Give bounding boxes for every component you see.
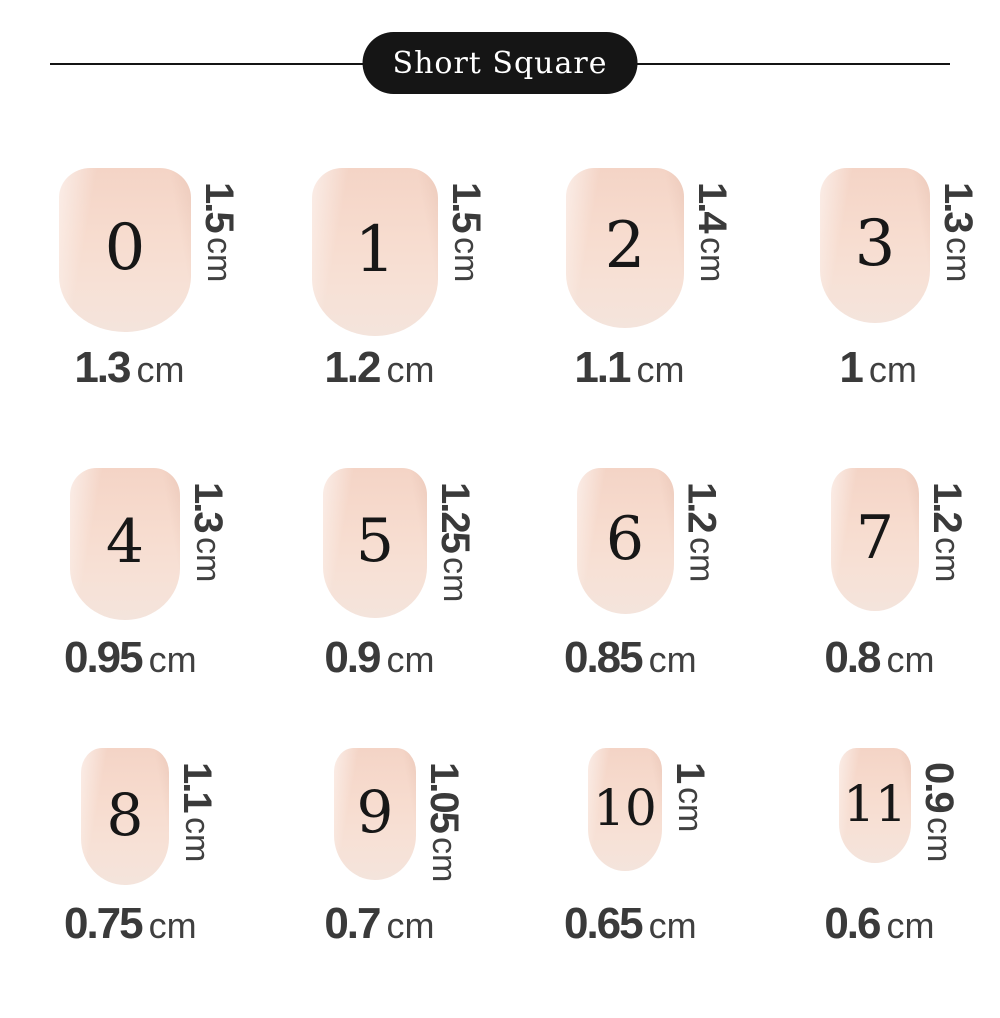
nail-tile <box>334 748 416 880</box>
nail-width-label: 0.6 cm <box>824 899 935 948</box>
nail-length-label: 1 cm <box>668 762 712 833</box>
nail-length-label: 1.3 cm <box>186 482 230 582</box>
nail-width-label: 1.1 cm <box>574 343 685 392</box>
nail-tile <box>566 168 684 328</box>
nail-tile <box>70 468 180 620</box>
nail-tile <box>323 468 427 618</box>
nail-cell <box>250 748 500 1018</box>
nail-length-label: 1.5 cm <box>197 182 241 282</box>
nail-length-label: 1.05 cm <box>422 762 466 883</box>
page-title: Short Square <box>392 45 608 81</box>
divider-line-left <box>50 63 365 65</box>
nail-number: 5 <box>355 506 395 576</box>
nail-tile <box>81 748 169 885</box>
nail-width-label: 0.95 cm <box>63 633 197 682</box>
header <box>0 0 1000 130</box>
nail-tile <box>59 168 191 332</box>
nail-number: 1 <box>354 213 396 287</box>
nail-length-label: 0.9 cm <box>917 762 961 862</box>
nail-width-label: 1.2 cm <box>324 343 435 392</box>
nail-cell <box>250 468 500 748</box>
nail-width-label: 0.9 cm <box>324 633 435 682</box>
nail-number: 8 <box>106 780 144 849</box>
nail-cell <box>500 748 750 1018</box>
nail-cell <box>500 168 750 468</box>
nail-tile <box>820 168 930 323</box>
nail-number: 7 <box>855 502 895 573</box>
nail-width-label: 1.3 cm <box>74 343 185 392</box>
nail-tile <box>839 748 911 863</box>
nail-number: 10 <box>593 778 657 837</box>
size-category-pill <box>363 32 638 94</box>
nail-number: 11 <box>843 774 907 833</box>
nail-length-label: 1.2 cm <box>679 482 724 582</box>
nail-length-label: 1.4 cm <box>690 182 734 282</box>
nail-cell <box>0 748 250 1018</box>
nail-number: 0 <box>104 211 146 285</box>
nail-cell <box>750 168 1000 468</box>
nail-tile <box>577 468 674 614</box>
nail-width-label: 0.65 cm <box>563 899 697 948</box>
nail-cell <box>750 468 1000 748</box>
nail-width-label: 0.8 cm <box>824 633 935 682</box>
nail-number: 9 <box>356 778 394 846</box>
nail-length-label: 1.25 cm <box>433 482 477 603</box>
nail-tile <box>588 748 662 871</box>
nail-width-label: 0.7 cm <box>324 899 435 948</box>
nail-number: 6 <box>605 504 645 574</box>
nail-length-label: 1.2 cm <box>925 482 969 582</box>
nail-number: 4 <box>105 507 145 577</box>
nail-width-label: 1 cm <box>839 343 917 392</box>
nail-number: 3 <box>854 206 896 281</box>
nail-length-label: 1.3 cm <box>936 182 980 282</box>
nail-tile <box>312 168 438 336</box>
nail-cell <box>0 168 250 468</box>
nail-length-label: 1.5 cm <box>444 182 488 282</box>
nail-number: 2 <box>604 209 646 283</box>
nail-cell <box>750 748 1000 1018</box>
nail-tile <box>831 468 919 611</box>
nail-cell <box>500 468 750 748</box>
nail-length-label: 1.1 cm <box>175 762 219 862</box>
nail-cell <box>250 168 500 468</box>
divider-line-right <box>635 63 950 65</box>
nail-size-grid <box>0 130 1000 1018</box>
nail-width-label: 0.75 cm <box>63 899 197 948</box>
nail-width-label: 0.85 cm <box>563 633 697 682</box>
nail-cell <box>0 468 250 748</box>
